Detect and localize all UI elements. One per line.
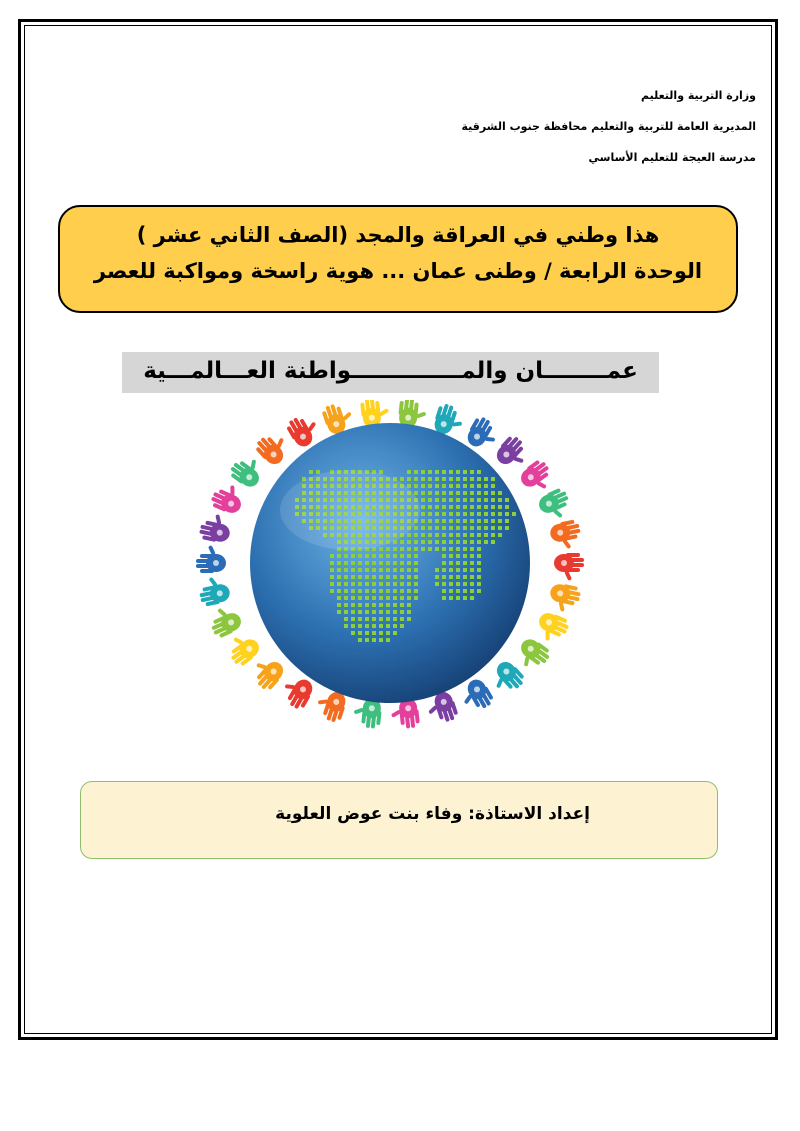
title-line-2: الوحدة الرابعة / وطنى عمان ... هوية راسخة ومواكبة للعصر bbox=[93, 259, 703, 283]
hand-icon bbox=[196, 545, 226, 573]
ministry-name: وزارة التربية والتعليم bbox=[641, 89, 756, 102]
hand-icon bbox=[198, 511, 233, 545]
document-header bbox=[336, 86, 756, 179]
hand-icon bbox=[196, 574, 231, 608]
hand-icon bbox=[227, 451, 268, 491]
hand-icon bbox=[223, 628, 264, 668]
title-line-1: هذا وطني في العراقة والمجد (الصف الثاني عشر ) bbox=[136, 223, 660, 247]
hand-icon bbox=[532, 609, 571, 647]
title-box bbox=[58, 205, 738, 313]
subtitle: عمــــــــان والمــــــــــــــواطنة العـــالمـــية bbox=[122, 352, 659, 393]
author-label: إعداد الاستاذة: وفاء بنت عوض العلوية bbox=[275, 804, 590, 824]
hand-icon bbox=[206, 602, 245, 640]
hand-icon bbox=[548, 519, 583, 553]
hand-icon bbox=[536, 486, 575, 524]
hand-icon bbox=[209, 479, 248, 517]
hand-icon bbox=[554, 553, 584, 581]
school-name: مدرسة العيجة للتعليم الأساسي bbox=[588, 151, 756, 164]
hand-icon bbox=[492, 433, 533, 474]
hand-icon bbox=[512, 635, 553, 675]
hand-icon bbox=[253, 428, 294, 469]
globe-with-hands-icon bbox=[180, 400, 600, 730]
directorate-name: المديرية العامة للتربية والتعليم محافظة جنوب الشرقية bbox=[461, 120, 756, 133]
hand-icon bbox=[517, 457, 558, 497]
hand-icon bbox=[547, 581, 582, 615]
hand-icon bbox=[486, 657, 527, 698]
author-box bbox=[80, 781, 718, 859]
hand-icon bbox=[247, 652, 288, 693]
